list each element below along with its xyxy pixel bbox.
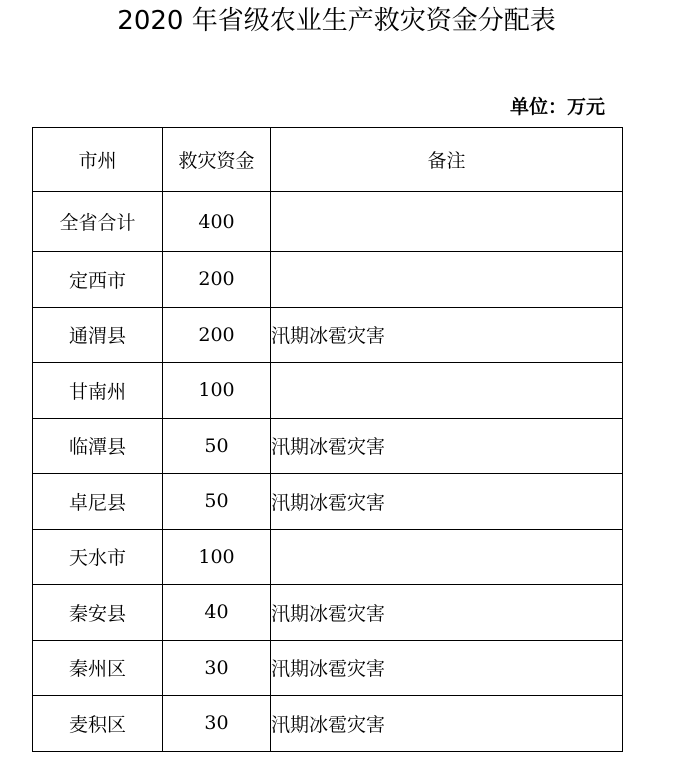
table-row: [33, 307, 623, 363]
table-row: [33, 363, 623, 419]
amount-cell: 30: [163, 696, 271, 752]
amount-cell: 50: [163, 474, 271, 530]
note-cell: [271, 252, 623, 308]
amount-cell: 40: [163, 585, 271, 641]
note-cell: 汛期冰雹灾害: [271, 307, 623, 363]
region-cell: 麦积区: [33, 696, 163, 752]
region-cell: 定西市: [33, 252, 163, 308]
table-row: [33, 529, 623, 585]
note-cell: 汛期冰雹灾害: [271, 696, 623, 752]
table-row: [33, 192, 623, 252]
note-cell: [271, 363, 623, 419]
table-row: [33, 640, 623, 696]
note-cell: [271, 529, 623, 585]
amount-cell: 200: [163, 307, 271, 363]
region-cell: 通渭县: [33, 307, 163, 363]
amount-cell: 50: [163, 418, 271, 474]
table-row: [33, 418, 623, 474]
amount-cell: 30: [163, 640, 271, 696]
region-cell: 秦州区: [33, 640, 163, 696]
region-cell: 临潭县: [33, 418, 163, 474]
region-cell: 全省合计: [33, 192, 163, 252]
table-row: [33, 252, 623, 308]
table-row: [33, 474, 623, 530]
header-note: 备注: [271, 128, 623, 192]
region-cell: 天水市: [33, 529, 163, 585]
header-region: 市州: [33, 128, 163, 192]
page-title: 2020 年省级农业生产救灾资金分配表: [117, 6, 556, 36]
unit-label: 单位：万元: [509, 96, 605, 118]
table-header-row: [33, 128, 623, 192]
amount-cell: 400: [163, 192, 271, 252]
amount-cell: 100: [163, 363, 271, 419]
table-row: [33, 585, 623, 641]
allocation-table: [32, 127, 623, 752]
note-cell: 汛期冰雹灾害: [271, 474, 623, 530]
note-cell: 汛期冰雹灾害: [271, 585, 623, 641]
note-cell: [271, 192, 623, 252]
table-row: [33, 696, 623, 752]
region-cell: 秦安县: [33, 585, 163, 641]
amount-cell: 100: [163, 529, 271, 585]
region-cell: 甘南州: [33, 363, 163, 419]
amount-cell: 200: [163, 252, 271, 308]
header-amount: 救灾资金: [163, 128, 271, 192]
note-cell: 汛期冰雹灾害: [271, 418, 623, 474]
region-cell: 卓尼县: [33, 474, 163, 530]
note-cell: 汛期冰雹灾害: [271, 640, 623, 696]
